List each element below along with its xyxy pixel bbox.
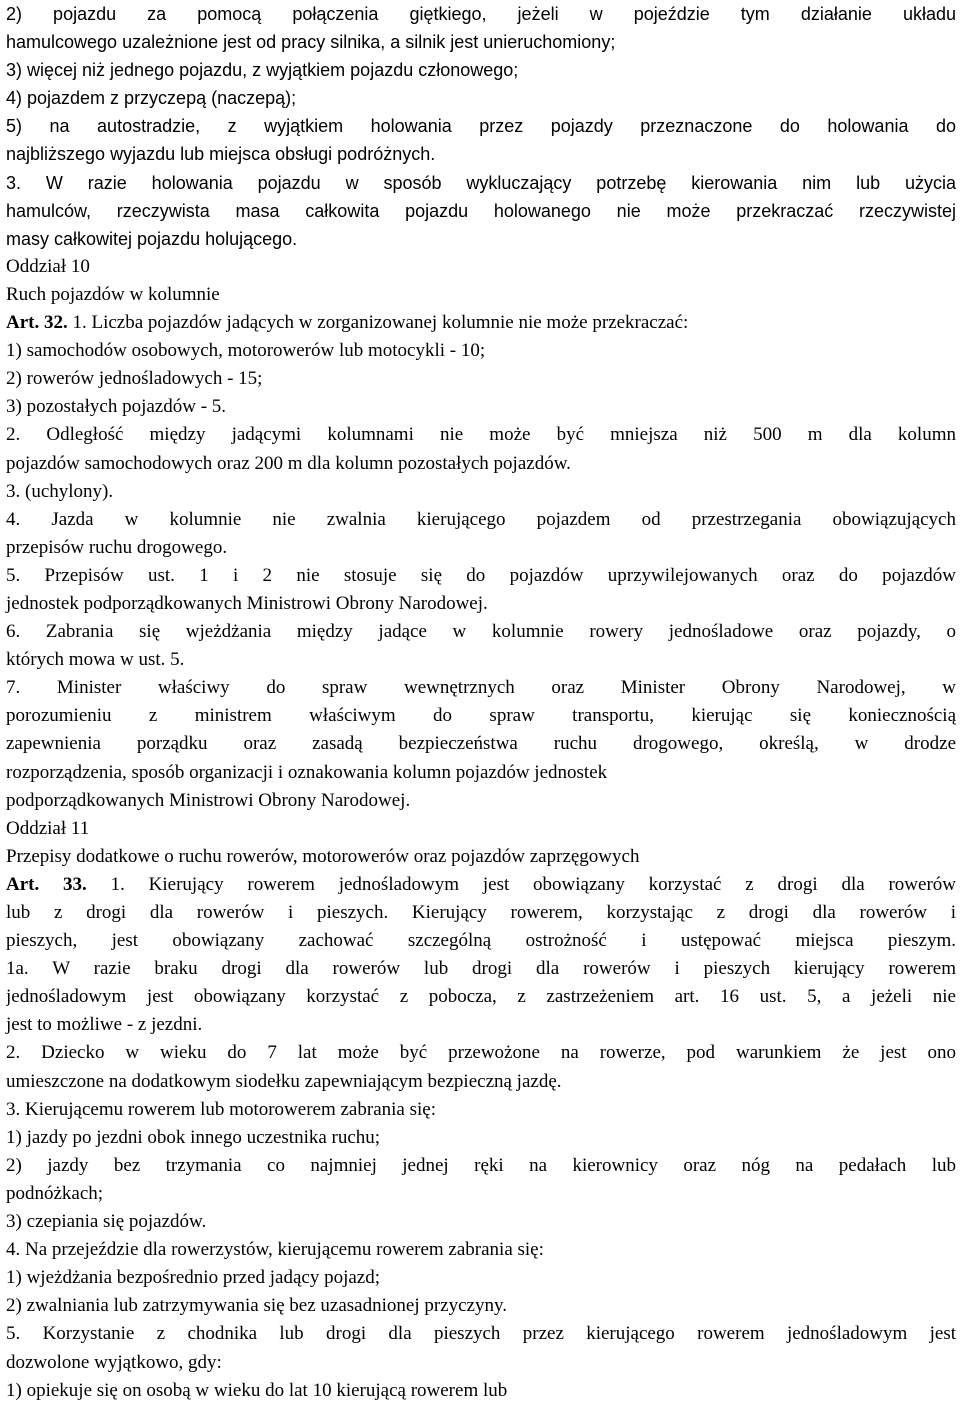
document-line [6,197,956,225]
document-line [6,1377,956,1405]
line-text: 5. Korzystanie z chodnika lub drogi dla pieszych przez kierującego rowerem jednośladowym jest [6,1323,956,1345]
line-text: Przepisy dodatkowe o ruchu rowerów, motorowerów oraz pojazdów zaprzęgowych [6,845,640,867]
document-line [6,506,956,534]
line-text: jest to możliwe - z jezdni. [6,1014,203,1036]
article-number: Art. 33. [6,873,87,895]
document-line [6,1349,956,1377]
line-text: 1. Liczba pojazdów jadących w zorganizowanej kolumnie nie może przekraczać: [67,312,689,334]
article-number: Art. 32. [6,312,68,334]
line-text: zapewnienia porządku oraz zasadą bezpieczeństwa ruchu drogowego, określą, w drodze [6,733,956,755]
line-text: 1) opiekuje się on osobą w wieku do lat 10 kierującą rowerem lub [6,1379,508,1401]
document-line [6,1236,956,1264]
line-text: 2) rowerów jednośladowych - 15; [6,368,263,390]
document-line [6,702,956,730]
line-text: podporządkowanych Ministrowi Obrony Narodowej. [6,789,411,811]
line-text: 3) więcej niż jednego pojazdu, z wyjątkiem pojazdu członowego; [6,60,519,81]
line-text: podnóżkach; [6,1182,104,1204]
document-line [6,421,956,449]
line-text: najbliższego wyjazdu lub miejsca obsługi podróżnych. [6,144,436,165]
line-text: porozumieniu z ministrem właściwym do spraw transportu, kierując się koniecznością [6,705,956,727]
line-text: 2) jazdy bez trzymania co najmniej jednej ręki na kierownicy oraz nóg na pedałach lub [6,1154,956,1176]
line-text: 6. Zabrania się wjeżdżania między jadące w kolumnie rowery jednośladowe oraz pojazdy, o [6,621,956,643]
line-text: hamulcowego uzależnione jest od pracy silnika, a silnik jest unieruchomiony; [6,32,616,53]
line-text: 5) na autostradzie, z wyjątkiem holowania przez pojazdy przeznaczone do holowania do [6,116,956,137]
document-line [6,1011,956,1039]
document-line [6,787,956,815]
line-text: których mowa w ust. 5. [6,649,185,671]
document-line [6,562,956,590]
line-text: hamulców, rzeczywista masa całkowita pojazdu holowanego nie może przekraczać rzeczywistej [6,200,956,221]
document-line [6,815,956,843]
document-line [6,674,956,702]
line-text: 3. W razie holowania pojazdu w sposób wykluczający potrzebę kierowania nim lub użycia [6,172,956,193]
document-line [6,1124,956,1152]
line-text: dozwolone wyjątkowo, gdy: [6,1351,222,1373]
line-text: jednostek podporządkowanych Ministrowi Obrony Narodowej. [6,592,488,614]
line-text: 3. (uchylony). [6,480,114,502]
line-text: 1) samochodów osobowych, motorowerów lub motocykli - 10; [6,340,486,362]
document-line [6,1039,956,1067]
line-text: 4. Na przejeździe dla rowerzystów, kierującemu rowerem zabrania się: [6,1239,544,1261]
document-line [6,871,956,899]
line-text: 1) wjeżdżania bezpośrednio przed jadący pojazd; [6,1267,381,1289]
document-line [6,730,956,758]
document-line [6,1292,956,1320]
document-line [6,84,956,112]
document-line [6,983,956,1011]
line-text: umieszczone na dodatkowym siodełku zapewniającym bezpieczną jazdę. [6,1070,562,1092]
line-text: 7. Minister właściwy do spraw wewnętrznych oraz Minister Obrony Narodowej, w [6,677,956,699]
document-line [6,759,956,787]
line-text: 4) pojazdem z przyczepą (naczepą); [6,88,297,109]
line-text: 2. Odległość między jadącymi kolumnami nie może być mniejsza niż 500 m dla kolumn [6,424,956,446]
document-line [6,899,956,927]
document-line [6,590,956,618]
document-line [6,225,956,253]
line-text: jednośladowym jest obowiązany korzystać z pobocza, z zastrzeżeniem art. 16 ust. 5, a jeżeli nie [6,986,956,1008]
document-line [6,618,956,646]
line-text: masy całkowitej pojazdu holującego. [6,228,298,249]
line-text: Ruch pojazdów w kolumnie [6,283,220,305]
line-text: 3. Kierującemu rowerem lub motorowerem zabrania się: [6,1098,436,1120]
line-text: pojazdów samochodowych oraz 200 m dla kolumn pozostałych pojazdów. [6,452,571,474]
line-text: lub z drogi dla rowerów i pieszych. Kierujący rowerem, korzystając z drogi dla rowerów i [6,902,956,923]
document-line [6,169,956,197]
document-line [6,927,956,955]
document-line [6,1320,956,1348]
document-line [6,337,956,365]
document-line [6,1264,956,1292]
line-text: 1) jazdy po jezdni obok innego uczestnika ruchu; [6,1126,381,1148]
line-text: 2) pojazdu za pomocą połączenia giętkiego, jeżeli w pojeździe tym działanie układu [6,4,956,24]
line-text: rozporządzenia, sposób organizacji i oznakowania kolumn pojazdów jednostek [6,761,608,783]
line-text: 3) pozostałych pojazdów - 5. [6,396,227,418]
document-line [6,112,956,140]
document-line [6,478,956,506]
line-text: 3) czepiania się pojazdów. [6,1211,207,1233]
line-text: 2. Dziecko w wieku do 7 lat może być przewożone na rowerze, pod warunkiem że jest ono [6,1042,956,1064]
line-text: 5. Przepisów ust. 1 i 2 nie stosuje się do pojazdów uprzywilejowanych oraz do pojazdów [6,564,956,586]
document-line [6,1068,956,1096]
document-line [6,309,956,337]
document-line [6,0,956,28]
document-page [6,0,956,1405]
document-line [6,253,956,281]
document-line [6,955,956,983]
document-line [6,140,956,168]
document-line [6,1152,956,1180]
document-line [6,646,956,674]
line-text: 2) zwalniania lub zatrzymywania się bez uzasadnionej przyczyny. [6,1295,507,1317]
line-text: 1a. W razie braku drogi dla rowerów lub drogi dla rowerów i pieszych kierujący rowerem [6,958,956,980]
document-line [6,450,956,478]
line-text: pieszych, jest obowiązany zachować szczególną ostrożność i ustępować miejsca pieszym. [6,930,956,952]
line-text: 4. Jazda w kolumnie nie zwalnia kierującego pojazdem od przestrzegania obowiązujących [6,508,956,530]
line-text: 1. Kierujący rowerem jednośladowym jest obowiązany korzystać z drogi dla rowerów [86,873,956,895]
document-line [6,1096,956,1124]
line-text: Oddział 11 [6,817,90,839]
document-line [6,393,956,421]
document-line [6,56,956,84]
line-text: Oddział 10 [6,255,90,277]
document-line [6,1180,956,1208]
document-line [6,843,956,871]
document-line [6,365,956,393]
document-line [6,1208,956,1236]
line-text: przepisów ruchu drogowego. [6,536,228,558]
document-line [6,281,956,309]
document-line [6,534,956,562]
document-line [6,28,956,56]
